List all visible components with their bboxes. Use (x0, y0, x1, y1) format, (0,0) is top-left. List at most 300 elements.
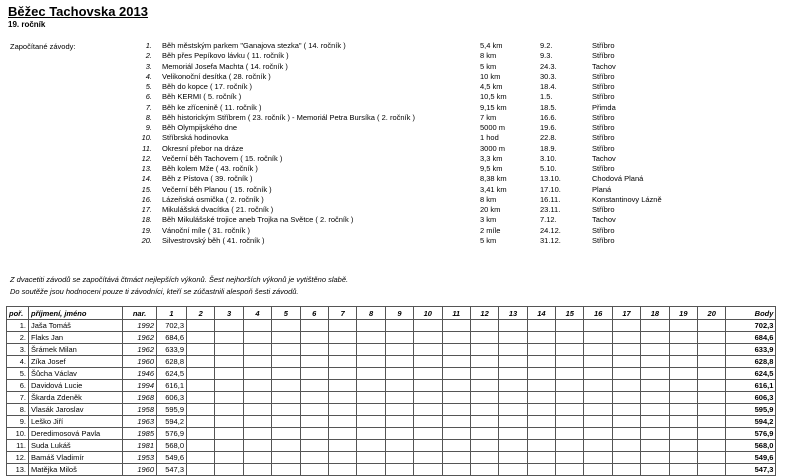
race-number: 1. (145, 41, 152, 50)
cell-year: 1985 (123, 428, 157, 440)
header-name: příjmení, jméno (29, 307, 123, 320)
race-distance: 3 km (480, 215, 497, 225)
cell-race-9 (385, 332, 413, 344)
cell-race-3 (215, 428, 243, 440)
cell-race-17 (612, 404, 640, 416)
header-rank: poř. (7, 307, 29, 320)
cell-race-16 (584, 380, 612, 392)
cell-race-2 (187, 440, 215, 452)
cell-race-5 (272, 464, 300, 476)
cell-race-19 (669, 380, 697, 392)
cell-race-2 (187, 344, 215, 356)
cell-race-3 (215, 344, 243, 356)
cell-race-9 (385, 368, 413, 380)
race-name: Velikonoční desítka ( 28. ročník ) (162, 71, 271, 81)
race-distance: 3000 m (480, 143, 506, 153)
header-race-12: 12 (470, 307, 498, 320)
cell-race-4 (243, 404, 271, 416)
cell-race-6 (300, 428, 328, 440)
race-distance: 5,4 km (480, 41, 503, 50)
table-row (7, 404, 776, 416)
cell-race-1: 633,9 (157, 344, 187, 356)
cell-race-10 (414, 380, 442, 392)
race-name: Běh přes Pepíkovo lávku ( 11. ročník ) (162, 51, 289, 61)
race-number: 2. (145, 51, 152, 61)
race-distance: 9,5 km (480, 164, 503, 173)
cell-race-20 (698, 392, 726, 404)
cell-race-16 (584, 332, 612, 344)
table-row (7, 440, 776, 452)
cell-race-9 (385, 416, 413, 428)
cell-race-7 (328, 320, 356, 332)
header-race-1: 1 (157, 307, 187, 320)
cell-race-11 (442, 392, 470, 404)
race-number: 12. (141, 153, 152, 163)
cell-race-11 (442, 344, 470, 356)
cell-rank: 3. (7, 344, 29, 356)
cell-race-18 (641, 392, 669, 404)
cell-race-13 (499, 320, 527, 332)
cell-race-1: 568,0 (157, 440, 187, 452)
cell-race-2 (187, 368, 215, 380)
cell-race-8 (357, 452, 385, 464)
cell-race-15 (556, 356, 584, 368)
cell-rank: 6. (7, 380, 29, 392)
cell-race-8 (357, 392, 385, 404)
race-date: 23.11. (540, 205, 561, 214)
race-distance: 9,15 km (480, 102, 507, 112)
cell-race-17 (612, 428, 640, 440)
cell-race-10 (414, 416, 442, 428)
cell-race-18 (641, 380, 669, 392)
cell-race-6 (300, 344, 328, 356)
cell-race-15 (556, 440, 584, 452)
cell-race-5 (272, 452, 300, 464)
race-date: 3.10. (540, 153, 557, 163)
cell-race-9 (385, 452, 413, 464)
cell-race-2 (187, 320, 215, 332)
cell-race-8 (357, 440, 385, 452)
cell-race-19 (669, 440, 697, 452)
cell-rank: 13. (7, 464, 29, 476)
race-distance: 3,41 km (480, 184, 507, 194)
cell-race-4 (243, 452, 271, 464)
cell-race-19 (669, 452, 697, 464)
race-name: Stříbrská hodinovka (162, 133, 229, 143)
race-date: 7.12. (540, 215, 557, 225)
header-race-4: 4 (243, 307, 271, 320)
cell-race-16 (584, 404, 612, 416)
cell-name: Leško Jiří (29, 416, 123, 428)
cell-race-15 (556, 368, 584, 380)
cell-race-8 (357, 356, 385, 368)
race-name: Večerní běh Tachovem ( 15. ročník ) (162, 153, 283, 163)
cell-race-12 (470, 464, 498, 476)
cell-race-7 (328, 428, 356, 440)
cell-race-7 (328, 356, 356, 368)
cell-race-8 (357, 428, 385, 440)
cell-race-19 (669, 368, 697, 380)
cell-year: 1963 (123, 416, 157, 428)
cell-race-10 (414, 332, 442, 344)
cell-race-11 (442, 356, 470, 368)
header-race-11: 11 (442, 307, 470, 320)
cell-race-11 (442, 464, 470, 476)
cell-year: 1960 (123, 356, 157, 368)
cell-race-17 (612, 464, 640, 476)
cell-total: 606,3 (726, 392, 776, 404)
cell-race-13 (499, 344, 527, 356)
cell-year: 1962 (123, 332, 157, 344)
note-line: Z dvacetiti závodů se započítává čtmáct nejlepších výkonů. Šest nejhorších výkonů je vytištěno slabě. (10, 275, 349, 284)
race-name: Memoriál Josefa Machta ( 14. ročník ) (162, 61, 288, 71)
cell-race-3 (215, 380, 243, 392)
cell-total: 576,9 (726, 428, 776, 440)
race-number: 9. (145, 123, 152, 132)
race-date: 9.3. (540, 51, 553, 61)
header-race-17: 17 (612, 307, 640, 320)
cell-race-4 (243, 428, 271, 440)
table-row (7, 464, 776, 476)
cell-race-8 (357, 344, 385, 356)
table-row (7, 392, 776, 404)
cell-race-6 (300, 332, 328, 344)
cell-race-7 (328, 344, 356, 356)
cell-race-16 (584, 428, 612, 440)
table-row (7, 428, 776, 440)
cell-race-14 (527, 404, 555, 416)
race-number: 19. (141, 225, 152, 235)
header-race-18: 18 (641, 307, 669, 320)
race-date: 13.10. (540, 174, 561, 184)
race-name: Běh KERMI ( 5. ročník ) (162, 92, 242, 102)
cell-race-14 (527, 380, 555, 392)
cell-race-16 (584, 452, 612, 464)
race-date: 9.2. (540, 41, 553, 50)
cell-total: 549,6 (726, 452, 776, 464)
cell-race-3 (215, 332, 243, 344)
header-race-13: 13 (499, 307, 527, 320)
cell-race-6 (300, 356, 328, 368)
cell-race-10 (414, 404, 442, 416)
race-date: 16.6. (540, 112, 557, 122)
cell-race-18 (641, 344, 669, 356)
cell-race-5 (272, 392, 300, 404)
cell-race-6 (300, 380, 328, 392)
race-distance: 4,5 km (480, 82, 503, 91)
race-place: Stříbro (592, 225, 615, 235)
race-place: Stříbro (592, 143, 615, 153)
cell-race-12 (470, 380, 498, 392)
header-race-2: 2 (187, 307, 215, 320)
cell-race-12 (470, 404, 498, 416)
cell-race-4 (243, 440, 271, 452)
cell-race-4 (243, 392, 271, 404)
cell-race-13 (499, 368, 527, 380)
race-date: 30.3. (540, 71, 557, 81)
cell-race-20 (698, 440, 726, 452)
cell-race-20 (698, 416, 726, 428)
cell-race-16 (584, 368, 612, 380)
race-distance: 3,3 km (480, 153, 503, 163)
race-place: Stříbro (592, 164, 615, 173)
cell-rank: 11. (7, 440, 29, 452)
race-distance: 10 km (480, 71, 501, 81)
cell-race-18 (641, 356, 669, 368)
cell-race-1: 702,3 (157, 320, 187, 332)
document-title: Běžec Tachovska 2013 (8, 4, 148, 19)
cell-race-5 (272, 416, 300, 428)
cell-race-14 (527, 344, 555, 356)
table-row (7, 380, 776, 392)
cell-race-15 (556, 344, 584, 356)
cell-race-15 (556, 404, 584, 416)
race-name: Večerní běh Planou ( 15. ročník ) (162, 184, 272, 194)
cell-race-1: 595,9 (157, 404, 187, 416)
cell-race-17 (612, 332, 640, 344)
race-place: Stříbro (592, 92, 615, 102)
cell-race-6 (300, 464, 328, 476)
cell-race-13 (499, 392, 527, 404)
race-distance: 7 km (480, 112, 497, 122)
cell-race-14 (527, 452, 555, 464)
cell-race-9 (385, 440, 413, 452)
cell-race-6 (300, 368, 328, 380)
cell-race-6 (300, 416, 328, 428)
cell-race-3 (215, 440, 243, 452)
cell-race-17 (612, 380, 640, 392)
cell-race-3 (215, 464, 243, 476)
cell-name: Suda Lukáš (29, 440, 123, 452)
cell-race-5 (272, 356, 300, 368)
race-place: Stříbro (592, 71, 615, 81)
race-date: 18.9. (540, 143, 557, 153)
cell-name: Škarda Zdeněk (29, 392, 123, 404)
cell-race-15 (556, 452, 584, 464)
header-race-19: 19 (669, 307, 697, 320)
cell-race-1: 606,3 (157, 392, 187, 404)
cell-race-20 (698, 404, 726, 416)
cell-race-11 (442, 440, 470, 452)
cell-race-4 (243, 464, 271, 476)
cell-name: Šůcha Václav (29, 368, 123, 380)
cell-race-18 (641, 368, 669, 380)
cell-rank: 5. (7, 368, 29, 380)
cell-race-13 (499, 416, 527, 428)
cell-race-1: 628,8 (157, 356, 187, 368)
cell-race-3 (215, 392, 243, 404)
race-date: 22.8. (540, 133, 557, 143)
cell-race-19 (669, 404, 697, 416)
header-race-16: 16 (584, 307, 612, 320)
cell-year: 1994 (123, 380, 157, 392)
race-place: Tachov (592, 215, 616, 225)
cell-race-9 (385, 428, 413, 440)
cell-race-15 (556, 380, 584, 392)
cell-rank: 8. (7, 404, 29, 416)
cell-race-14 (527, 416, 555, 428)
race-name: Vánoční míle ( 31. ročník ) (162, 225, 250, 235)
cell-race-18 (641, 464, 669, 476)
header-race-14: 14 (527, 307, 555, 320)
cell-race-13 (499, 428, 527, 440)
cell-race-15 (556, 464, 584, 476)
cell-race-12 (470, 392, 498, 404)
cell-race-2 (187, 380, 215, 392)
cell-year: 1946 (123, 368, 157, 380)
race-number: 11. (142, 143, 152, 153)
cell-race-12 (470, 440, 498, 452)
race-date: 17.10. (540, 184, 561, 194)
race-number: 6. (145, 92, 152, 102)
cell-race-20 (698, 428, 726, 440)
cell-race-5 (272, 440, 300, 452)
cell-race-20 (698, 368, 726, 380)
cell-race-14 (527, 464, 555, 476)
cell-race-2 (187, 428, 215, 440)
cell-race-1: 616,1 (157, 380, 187, 392)
cell-year: 1958 (123, 404, 157, 416)
cell-race-14 (527, 428, 555, 440)
cell-race-18 (641, 440, 669, 452)
cell-total: 547,3 (726, 464, 776, 476)
cell-race-5 (272, 368, 300, 380)
cell-race-9 (385, 404, 413, 416)
cell-race-20 (698, 464, 726, 476)
race-distance: 8,38 km (480, 174, 507, 184)
cell-race-4 (243, 380, 271, 392)
cell-race-13 (499, 440, 527, 452)
cell-race-3 (215, 452, 243, 464)
cell-race-19 (669, 464, 697, 476)
cell-total: 684,6 (726, 332, 776, 344)
cell-rank: 1. (7, 320, 29, 332)
race-name: Běh Olympijského dne (162, 123, 238, 132)
cell-race-19 (669, 356, 697, 368)
cell-race-4 (243, 416, 271, 428)
cell-race-7 (328, 380, 356, 392)
cell-race-9 (385, 356, 413, 368)
race-distance: 1 hod (480, 133, 499, 143)
race-name: Běh z Pístova ( 39. ročník ) (162, 174, 253, 184)
cell-race-12 (470, 452, 498, 464)
table-row (7, 320, 776, 332)
cell-name: Zíka Josef (29, 356, 123, 368)
race-name: Silvestrovský běh ( 41. ročník ) (162, 235, 265, 245)
cell-race-18 (641, 404, 669, 416)
cell-race-1: 624,5 (157, 368, 187, 380)
cell-race-16 (584, 392, 612, 404)
table-row (7, 356, 776, 368)
table-row (7, 344, 776, 356)
cell-race-15 (556, 332, 584, 344)
race-place: Stříbro (592, 82, 615, 91)
cell-race-8 (357, 368, 385, 380)
cell-race-10 (414, 440, 442, 452)
race-place: Stříbro (592, 133, 615, 143)
cell-race-2 (187, 404, 215, 416)
race-number: 20. (141, 235, 152, 245)
cell-race-10 (414, 320, 442, 332)
cell-race-6 (300, 440, 328, 452)
cell-race-19 (669, 428, 697, 440)
race-date: 5.10. (540, 164, 557, 173)
cell-race-1: 594,2 (157, 416, 187, 428)
cell-race-11 (442, 428, 470, 440)
cell-name: Matějka Miloš (29, 464, 123, 476)
cell-name: Šrámek Milan (29, 344, 123, 356)
cell-race-12 (470, 368, 498, 380)
race-number: 4. (145, 71, 152, 81)
cell-race-5 (272, 380, 300, 392)
cell-race-9 (385, 380, 413, 392)
cell-race-16 (584, 320, 612, 332)
cell-race-13 (499, 464, 527, 476)
race-place: Planá (592, 184, 612, 194)
cell-race-20 (698, 320, 726, 332)
cell-race-12 (470, 344, 498, 356)
cell-rank: 9. (7, 416, 29, 428)
cell-race-19 (669, 416, 697, 428)
cell-race-14 (527, 320, 555, 332)
cell-year: 1981 (123, 440, 157, 452)
cell-race-7 (328, 404, 356, 416)
header-race-10: 10 (414, 307, 442, 320)
cell-race-4 (243, 356, 271, 368)
cell-year: 1992 (123, 320, 157, 332)
cell-race-9 (385, 344, 413, 356)
cell-name: Davidová Lucie (29, 380, 123, 392)
note-line: Do soutěže jsou hodnoceni pouze ti závodníci, kteří se zúčastnili alespoň šesti závodů. (10, 287, 299, 296)
cell-race-19 (669, 344, 697, 356)
race-distance: 8 km (480, 51, 497, 61)
cell-race-19 (669, 392, 697, 404)
cell-race-14 (527, 368, 555, 380)
notes (10, 274, 348, 298)
cell-race-6 (300, 392, 328, 404)
cell-race-2 (187, 356, 215, 368)
results-body (7, 320, 776, 476)
cell-race-13 (499, 356, 527, 368)
cell-race-12 (470, 416, 498, 428)
cell-race-7 (328, 392, 356, 404)
cell-race-7 (328, 332, 356, 344)
race-date: 31.12. (540, 235, 561, 245)
race-place: Chodová Planá (592, 174, 644, 184)
cell-name: Vlasák Jaroslav (29, 404, 123, 416)
cell-race-5 (272, 320, 300, 332)
cell-total: 595,9 (726, 404, 776, 416)
cell-race-4 (243, 320, 271, 332)
cell-race-10 (414, 452, 442, 464)
cell-race-14 (527, 392, 555, 404)
cell-race-5 (272, 404, 300, 416)
cell-race-10 (414, 464, 442, 476)
cell-race-10 (414, 356, 442, 368)
header-race-9: 9 (385, 307, 413, 320)
races-label: Započítané závody: (10, 42, 76, 51)
cell-year: 1953 (123, 452, 157, 464)
cell-race-6 (300, 404, 328, 416)
cell-race-11 (442, 404, 470, 416)
race-distance: 5 km (480, 235, 497, 245)
table-row (7, 332, 776, 344)
cell-total: 568,0 (726, 440, 776, 452)
header-total: Body (726, 307, 776, 320)
cell-race-18 (641, 452, 669, 464)
cell-race-3 (215, 404, 243, 416)
cell-race-3 (215, 368, 243, 380)
